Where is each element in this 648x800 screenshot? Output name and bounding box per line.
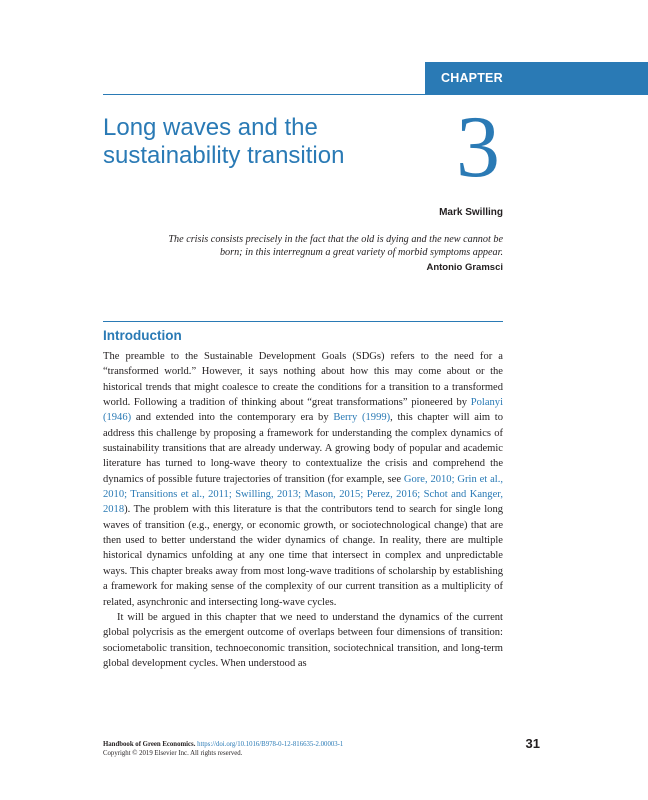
header-rule: [103, 94, 425, 95]
chapter-label: CHAPTER: [441, 71, 503, 85]
chapter-title-line2: sustainability transition: [103, 142, 345, 169]
epigraph-line1: The crisis consists precisely in the fact that the old is dying and the new cannot be: [168, 234, 503, 245]
paragraph-1-text-a: The preamble to the Sustainable Development Goals (SDGs) refers to the need for a “transformed world.” However, it says nothing about how this may come about or the historical trends that might coalesce to create the conditions for a transition to a transformed world. Following a tradition of thinking about “great transformations” pioneered by: [103, 351, 503, 409]
chapter-label-band: [425, 62, 648, 95]
citation-group-link[interactable]: Gore, 2010; Grin et al., 2010; Transitions et al., 2011; Swilling, 2013; Mason, 2015; Perez, 2016; Schot and Kanger, 2018: [103, 473, 503, 516]
chapter-number: 3: [456, 99, 500, 196]
copyright: Copyright © 2019 Elsevier Inc. All rights reserved.: [103, 750, 243, 757]
author-name: Mark Swilling: [439, 207, 503, 218]
paragraph-1-text-b: and extended into the contemporary era by: [131, 412, 334, 424]
paragraph-1: [103, 349, 503, 610]
doi-link[interactable]: https://doi.org/10.1016/B978-0-12-816635-2.00003-1: [197, 741, 344, 748]
paragraph-1-text-c: , this chapter will aim to address this challenge by proposing a framework for understanding the complex dynamics of sustainability transitions that are already underway. A growing body of popular and academic literature has turned to long-wave theory to contextualize the crisis and comprehend the dynamics of possible future trajectories of transition (for example, see: [103, 412, 503, 485]
chapter-title-line1: Long waves and the: [103, 114, 318, 141]
epigraph-attribution: Antonio Gramsci: [426, 262, 503, 273]
section-rule: [103, 321, 503, 322]
body-text: [103, 349, 503, 671]
chapter-title: [103, 114, 403, 170]
page-number: 31: [525, 736, 540, 751]
section-heading: Introduction: [103, 328, 182, 343]
paragraph-1-text-d: ). The problem with this literature is that the contributors tend to search for single long waves of transition (e.g., energy, or economic growth, or sociotechnological change) that are then used to better understand the wider dynamics of change. In reality, there are multiple historical dynamics unfolding at any one time that intersect in complex and unpredictable ways. This chapter breaks away from most long-wave traditions of scholarship by establishing a framework for making sense of the complexity of our current transition as a multiplicity of related, asynchronic and intersecting long-wave cycles.: [103, 504, 503, 608]
footer: [103, 740, 403, 758]
epigraph: [103, 233, 503, 259]
citation-polanyi-link[interactable]: Polanyi (1946): [103, 397, 503, 424]
epigraph-line2: born; in this interregnum a great variety of morbid symptoms appear.: [219, 247, 503, 258]
paragraph-2: It will be argued in this chapter that we need to understand the dynamics of the current global polycrisis as the emergent outcome of overlaps between four dimensions of transition: sociometabolic transition, technoeconomic transition, sociotechnical transition, and long-term global development cycles. When understood as: [103, 611, 503, 669]
citation-berry-link[interactable]: Berry (1999): [333, 412, 391, 424]
book-title: Handbook of Green Economics.: [103, 741, 196, 748]
